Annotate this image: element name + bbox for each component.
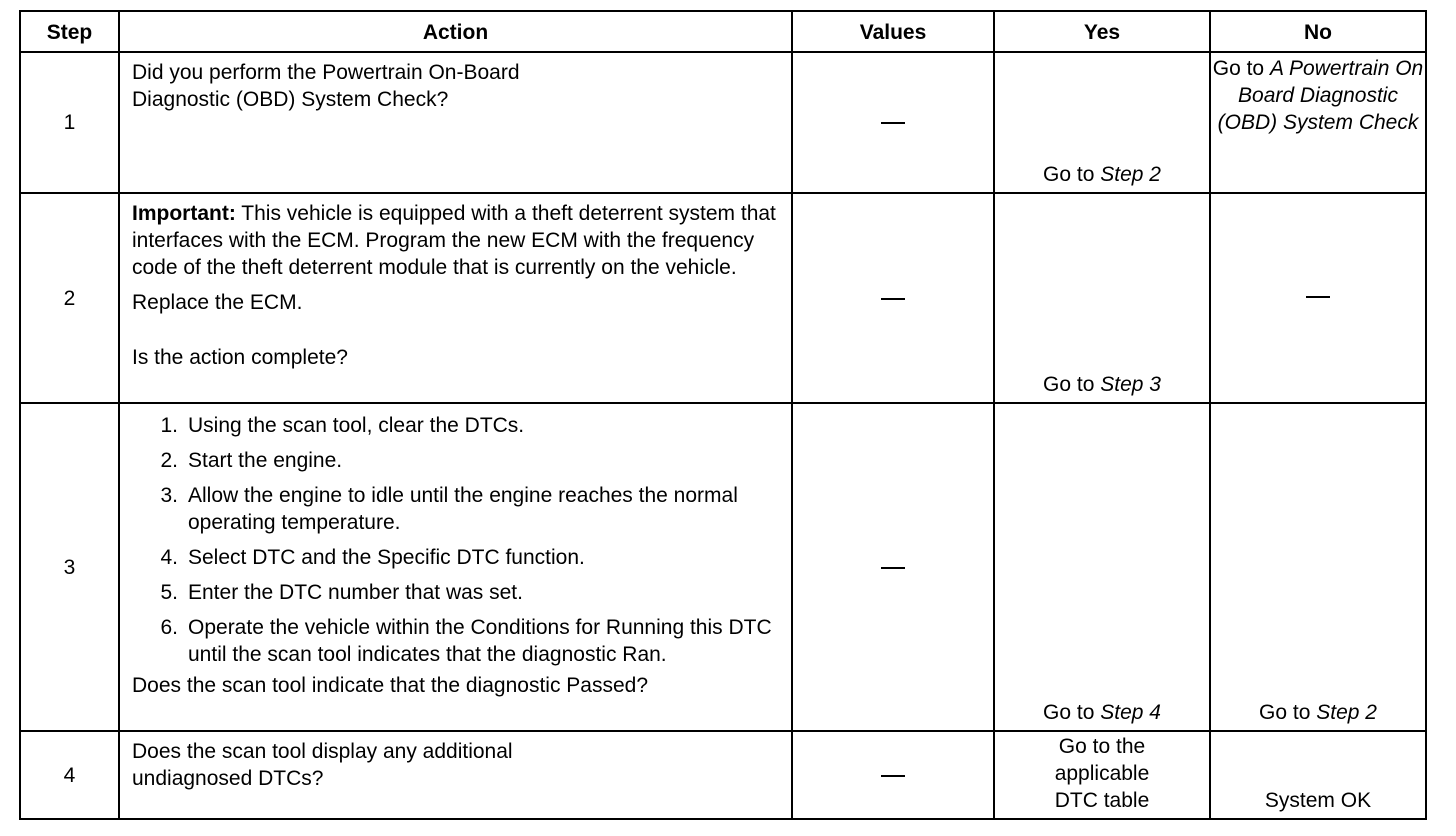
values-cell [792,403,994,731]
no-cell [1210,403,1426,731]
action-cell [119,403,792,731]
list-item: 4. Select DTC and the Specific DTC function. [160,546,585,569]
header-action: Action [119,11,792,52]
dash-mark [881,775,905,777]
yes-cell [994,731,1210,819]
list-item: 6. Operate the vehicle within the Conditions for Running this DTC until the scan tool indicates that the diagnostic Ran. [160,616,772,666]
step-number: 4 [20,731,119,819]
action-cell [119,52,792,193]
action-cell [119,193,792,403]
no-cell [1210,52,1426,193]
no-prefix: Go to [1212,57,1270,80]
action-text: Does the scan tool display any additional undiagnosed DTCs? [132,740,513,790]
procedure-list [132,412,781,668]
important-note [132,200,781,281]
important-text: This vehicle is equipped with a theft deterrent system that interfaces with the ECM. Program the new ECM with the frequency code of the theft deterrent module that is currently on the vehicle. [132,202,776,279]
yes-cell [994,403,1210,731]
header-yes: Yes [994,11,1210,52]
step-number: 2 [20,193,119,403]
dash-mark [1306,296,1330,298]
diagnostic-table [19,10,1427,820]
no-result: System OK [1264,789,1372,812]
header-row [20,11,1426,52]
list-item: 2. Start the engine. [160,449,343,472]
table-row [20,52,1426,193]
no-cell [1210,731,1426,819]
values-cell [792,193,994,403]
list-item: 1. Using the scan tool, clear the DTCs. [160,414,525,437]
yes-cell [994,193,1210,403]
dash-mark [881,298,905,300]
header-values: Values [792,11,994,52]
action-cell [119,731,792,819]
yes-link[interactable]: Step 3 [1100,373,1161,396]
yes-link[interactable]: Step 2 [1100,163,1161,186]
action-text: Did you perform the Powertrain On-Board Diagnostic (OBD) System Check? [132,61,520,111]
list-item: 5. Enter the DTC number that was set. [160,581,523,604]
list-item: 3. Allow the engine to idle until the engine reaches the normal operating temperature. [160,484,738,534]
table-row [20,731,1426,819]
table-row [20,193,1426,403]
yes-link[interactable]: Go to the applicable DTC table [1054,735,1150,812]
yes-link[interactable]: Step 4 [1100,701,1161,724]
important-label: Important: [132,202,236,225]
step-number: 3 [20,403,119,731]
no-cell [1210,193,1426,403]
yes-prefix: Go to [1043,163,1101,186]
yes-prefix: Go to [1043,701,1101,724]
no-link[interactable]: A Powertrain On Board Diagnostic (OBD) System Check [1217,57,1424,134]
question-text: Does the scan tool indicate that the diagnostic Passed? [132,674,648,697]
header-step: Step [20,11,119,52]
step-number: 1 [20,52,119,193]
no-link[interactable]: Step 2 [1316,701,1377,724]
values-cell [792,52,994,193]
header-no: No [1210,11,1426,52]
table-row [20,403,1426,731]
yes-prefix: Go to [1043,373,1101,396]
dash-mark [881,567,905,569]
yes-cell [994,52,1210,193]
dash-mark [881,122,905,124]
no-prefix: Go to [1259,701,1317,724]
question-text: Is the action complete? [132,346,348,369]
values-cell [792,731,994,819]
instruction-text: Replace the ECM. [132,291,303,314]
